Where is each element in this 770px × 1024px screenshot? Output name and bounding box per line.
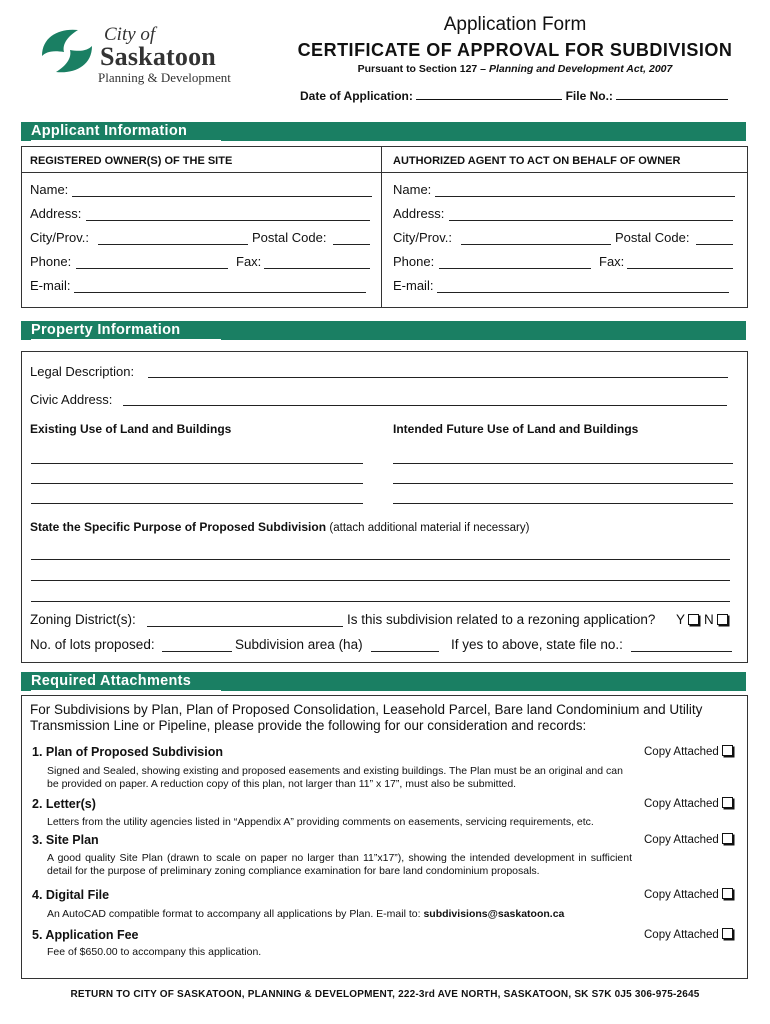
owner-phone-label: Phone: [30,254,72,269]
agent-address-field[interactable] [449,220,733,221]
applicant-section-title: Applicant Information [31,123,188,139]
logo-name-text: Saskatoon [100,42,216,71]
copy-attached[interactable]: Copy Attached [644,797,733,810]
future-use-label: Intended Future Use of Land and Buildings [393,422,639,436]
item-description: Fee of $650.00 to accompany this application. [47,946,262,958]
agent-phone-label: Phone: [393,254,435,269]
existing-use-label: Existing Use of Land and Buildings [30,422,232,436]
copy-checkbox[interactable] [722,928,733,939]
yes-checkbox[interactable] [688,614,699,625]
logo-dept-text: Planning & Development [98,70,231,85]
agent-city-field[interactable] [461,244,611,245]
agent-fax-field[interactable] [627,268,733,269]
item-title: 2. Letter(s) [32,797,96,811]
item-title: 1. Plan of Proposed Subdivision [32,745,223,759]
agent-name-label: Name: [393,182,432,197]
agent-heading: AUTHORIZED AGENT TO ACT ON BEHALF OF OWNER [393,155,681,167]
existing-use-field[interactable] [31,503,363,504]
purpose-field[interactable] [31,601,730,602]
agent-city-label: City/Prov.: [393,230,452,245]
owner-name-label: Name: [30,182,69,197]
agent-address-label: Address: [393,206,445,221]
no-checkbox[interactable] [717,614,728,625]
item-description: A good quality Site Plan (drawn to scale on paper no larger than 11”x17”), showing the intended development in sufficient detail for the purpose of preliminary zoning compliance examination for bare land condominium proposals. [47,852,632,877]
item-title: 5. Application Fee [32,928,139,942]
copy-attached[interactable]: Copy Attached [644,888,733,901]
applicant-section-bar [21,122,746,141]
future-use-field[interactable] [393,503,733,504]
item-description: Signed and Sealed, showing existing and proposed easements and existing buildings. The Plan must be an original and can be provided on paper. A reduction copy of this plan, not larger than 11” x 17”, must also be submitted. [47,765,623,790]
item-description: An AutoCAD compatible format to accompany all applications by Plan. E-mail to: subdivisions@saskatoon.ca [47,908,565,920]
state-file-label: If yes to above, state file no.: [451,637,623,652]
property-section-bar [21,321,746,340]
owner-email-field[interactable] [74,292,366,293]
property-section-title: Property Information [31,322,181,338]
existing-use-field[interactable] [31,463,363,464]
agent-postal-field[interactable] [696,244,733,245]
owner-postal-label: Postal Code: [252,230,327,245]
agent-phone-field[interactable] [439,268,591,269]
copy-attached[interactable]: Copy Attached [644,833,733,846]
applicant-divider [381,146,382,307]
applicant-box [21,146,748,308]
purpose-field[interactable] [31,559,730,560]
owner-heading: REGISTERED OWNER(S) OF THE SITE [30,155,233,167]
future-use-field[interactable] [393,463,733,464]
owner-city-field[interactable] [98,244,248,245]
state-file-field[interactable] [631,651,732,652]
legal-description-field[interactable] [148,377,728,378]
email-link[interactable]: subdivisions@saskatoon.ca [423,908,565,920]
owner-phone-field[interactable] [76,268,228,269]
page-title: CERTIFICATE OF APPROVAL FOR SUBDIVISION [297,40,733,60]
civic-address-field[interactable] [123,405,727,406]
area-label: Subdivision area (ha) [235,637,363,652]
city-logo-icon [38,26,96,76]
copy-attached[interactable]: Copy Attached [644,928,733,941]
date-file-line: Date of Application: File No.: [300,88,728,103]
agent-postal-label: Postal Code: [615,230,690,245]
copy-checkbox[interactable] [722,797,733,808]
copy-checkbox[interactable] [722,888,733,899]
owner-address-field[interactable] [86,220,370,221]
legal-description-label: Legal Description: [30,364,135,379]
attachments-intro: For Subdivisions by Plan, Plan of Proposed Consolidation, Leasehold Parcel, Bare land Condominium and Utility Transmission Line or Pipeline, please provide the following for our consideration and records: [30,702,703,733]
applicant-heading-rule [21,172,747,173]
copy-attached[interactable]: Copy Attached [644,745,733,758]
zoning-field[interactable] [147,626,343,627]
purpose-field[interactable] [31,580,730,581]
owner-name-field[interactable] [72,196,372,197]
pursuant-text: Pursuant to Section 127 – Planning and Development Act, 2007 [357,63,673,75]
item-title: 3. Site Plan [32,833,99,847]
purpose-label: State the Specific Purpose of Proposed Subdivision (attach additional material if necessary) [30,520,530,534]
copy-checkbox[interactable] [722,745,733,756]
lots-label: No. of lots proposed: [30,637,155,652]
item-description: Letters from the utility agencies listed in “Appendix A” providing comments on easements, servicing requirements, etc. [47,816,594,828]
rezoning-question: Is this subdivision related to a rezoning application? [347,612,656,627]
file-no-field[interactable] [616,88,728,100]
owner-address-label: Address: [30,206,82,221]
owner-fax-label: Fax: [236,254,262,269]
copy-checkbox[interactable] [722,833,733,844]
lots-field[interactable] [162,651,232,652]
attachments-section-title: Required Attachments [31,673,192,689]
agent-fax-label: Fax: [599,254,625,269]
area-field[interactable] [371,651,439,652]
form-label: Application Form [443,14,587,35]
zoning-label: Zoning District(s): [30,612,136,627]
agent-email-label: E-mail: [393,278,434,293]
logo-city-text: City of [104,24,156,45]
attachments-section-bar [21,672,746,691]
existing-use-field[interactable] [31,483,363,484]
agent-email-field[interactable] [437,292,729,293]
owner-fax-field[interactable] [264,268,370,269]
rezoning-yes-option[interactable]: Y [676,612,699,627]
item-title: 4. Digital File [32,888,110,902]
owner-city-label: City/Prov.: [30,230,89,245]
civic-address-label: Civic Address: [30,392,113,407]
owner-email-label: E-mail: [30,278,71,293]
rezoning-no-option[interactable]: N [704,612,728,627]
future-use-field[interactable] [393,483,733,484]
footer-address: RETURN TO CITY OF SASKATOON, PLANNING & DEVELOPMENT, 222-3rd AVE NORTH, SASKATOON, SK S7K 0J5 306-975-2645 [70,989,700,1000]
owner-postal-field[interactable] [333,244,370,245]
date-field[interactable] [416,88,562,100]
agent-name-field[interactable] [435,196,735,197]
